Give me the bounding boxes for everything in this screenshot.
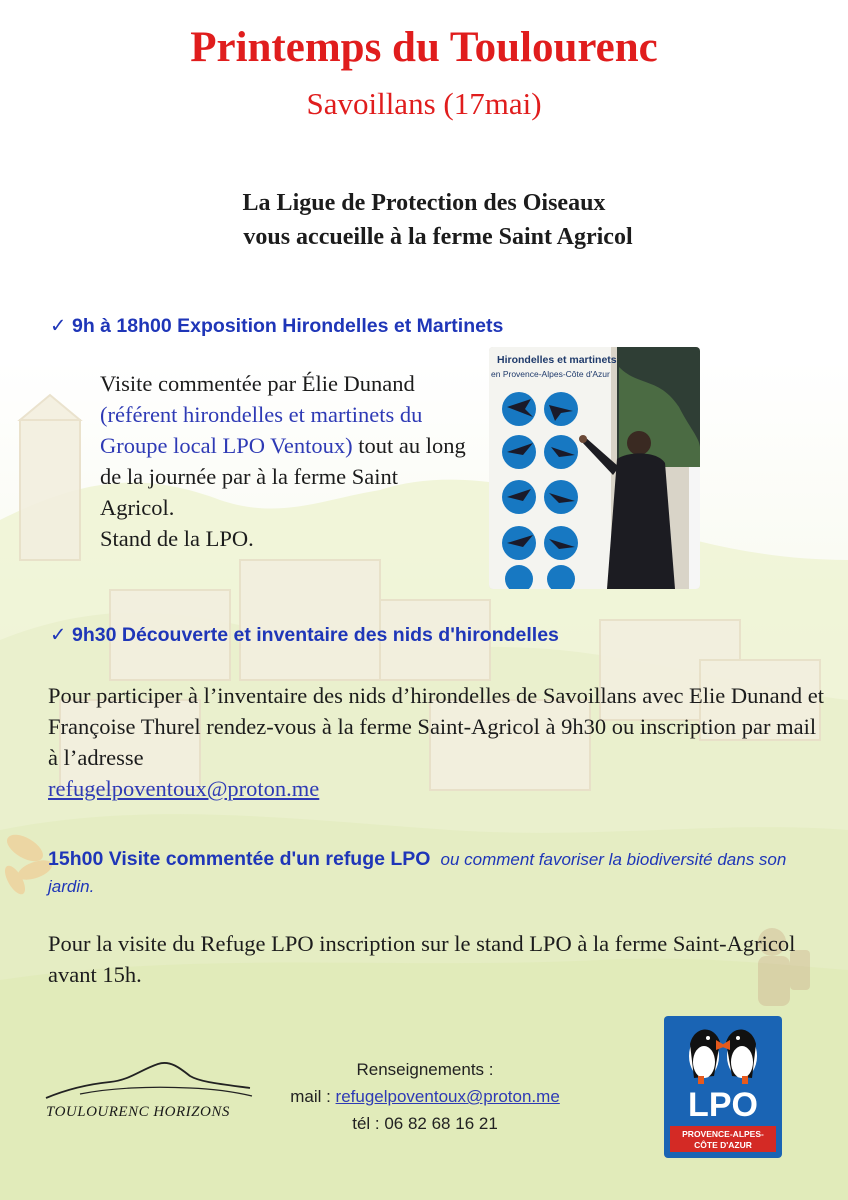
- lpo-region-line-2: CÔTE D'AZUR: [694, 1140, 752, 1150]
- poster-title: Hirondelles et martinets: [497, 354, 617, 366]
- section-2-heading: [50, 622, 559, 648]
- exhibition-photo: [489, 347, 700, 589]
- section-2-heading-text: 9h30 Découverte et inventaire des nids d'hirondelles: [72, 624, 559, 646]
- section-3-text: Pour la visite du Refuge LPO inscription sur le stand LPO à la ferme Saint-Agricol avant 15h.: [48, 931, 796, 987]
- page-subtitle: Savoillans (17mai): [306, 86, 542, 121]
- toulourenc-horizons-logo: [40, 1058, 260, 1128]
- section-1-heading: [50, 313, 503, 339]
- section-1-text-blue: (référent hirondelles et martinets du Groupe local LPO Ventoux): [100, 402, 423, 458]
- section-3-heading-italic: ou comment favoriser la biodiversité dans son jardin.: [48, 850, 787, 896]
- section-1-text-a: Visite commentée par Élie Dunand: [100, 371, 415, 396]
- page-title: Printemps du Toulourenc: [190, 24, 658, 71]
- section-3-heading-text: 15h00 Visite commentée d'un refuge LPO: [48, 848, 431, 870]
- contact-label: Renseignements :: [356, 1060, 494, 1079]
- toulourenc-logo-text: TOULOURENC HORIZONS: [46, 1104, 230, 1120]
- contact-mail-label: mail :: [290, 1087, 336, 1106]
- section-1-text-b: tout au long de la journée par à la ferme Saint Agricol.: [100, 433, 466, 520]
- section-1-heading-text: 9h à 18h00 Exposition Hirondelles et Martinets: [72, 315, 504, 337]
- section-2-text: [48, 680, 828, 804]
- poster-subtitle: en Provence-Alpes-Côte d'Azur: [491, 369, 610, 379]
- lpo-logo: [664, 1016, 782, 1158]
- contact-mail: [240, 1083, 610, 1110]
- check-icon: ✓: [50, 315, 67, 337]
- intro-text: [0, 186, 848, 254]
- lpo-region-line-1: PROVENCE-ALPES-: [682, 1129, 764, 1139]
- contact-tel: tél : 06 82 68 16 21: [352, 1114, 498, 1133]
- section-3-heading: [48, 846, 828, 900]
- section-2-text-body: Pour participer à l’inventaire des nids d’hirondelles de Savoillans avec Elie Dunand et Françoise Thurel rendez-vous à la ferme Saint-Agricol à 9h30 ou inscription par mail à l’adresse: [48, 683, 825, 770]
- check-icon: ✓: [50, 624, 67, 646]
- contact-mail-link[interactable]: refugelpoventoux@proton.me: [335, 1087, 560, 1106]
- lpo-logo-text: LPO: [688, 1086, 758, 1124]
- section-1-text-c: Stand de la LPO.: [100, 526, 254, 551]
- section-1-text: [100, 368, 472, 554]
- contact-block: [240, 1056, 610, 1137]
- intro-line-2: vous accueille à la ferme Saint Agricol: [243, 224, 633, 250]
- intro-line-1: La Ligue de Protection des Oiseaux: [242, 190, 606, 216]
- section-2-email-link[interactable]: refugelpoventoux@proton.me: [48, 776, 320, 801]
